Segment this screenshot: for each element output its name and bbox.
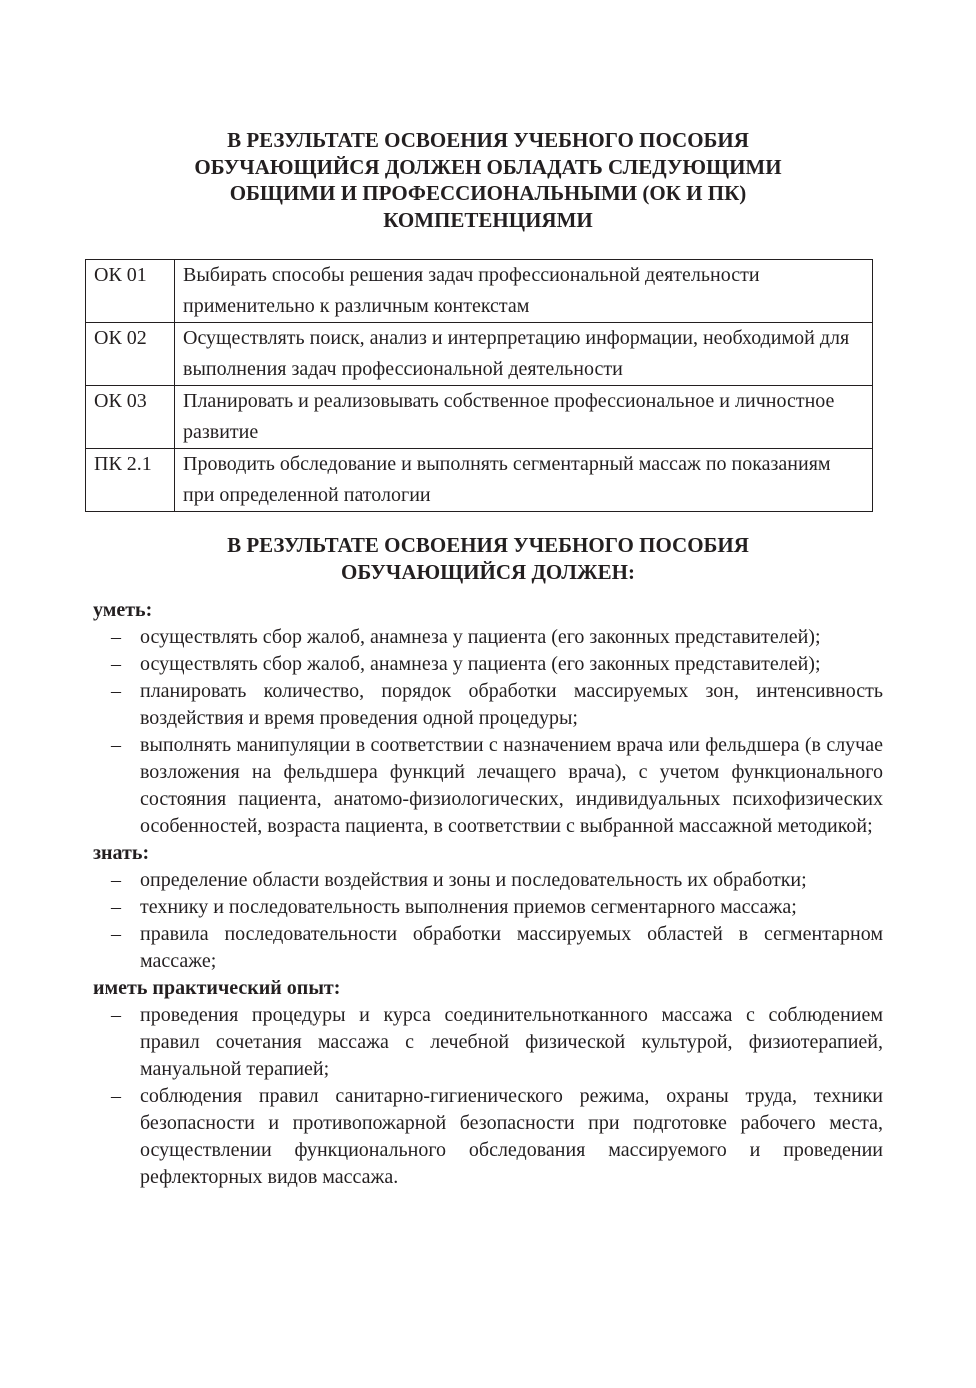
- list-item-text: определение области воздействия и зоны и последовательность их обработки;: [140, 869, 807, 891]
- section-title: знать:: [93, 842, 150, 864]
- competency-text: Планировать и реализовывать собственное профессиональное и личностное развитие: [175, 386, 873, 449]
- section-title: уметь:: [93, 599, 153, 621]
- list-item: [93, 867, 883, 894]
- table-row: [86, 449, 873, 512]
- competency-text: Осуществлять поиск, анализ и интерпретацию информации, необходимой для выполнения задач профессиональной деятельности: [175, 323, 873, 386]
- list-item-text: осуществлять сбор жалоб, анамнеза у пациента (его законных представителей);: [140, 626, 821, 648]
- dash-bullet-icon: –: [111, 653, 121, 675]
- table-row: [86, 260, 873, 323]
- dash-bullet-icon: –: [111, 869, 121, 891]
- competencies-heading: [0, 127, 976, 233]
- dash-bullet-icon: –: [111, 680, 121, 702]
- competencies-table: [85, 259, 873, 512]
- list-item-text: соблюдения правил санитарно-гигиенического режима, охраны труда, техники безопасности и противопожарной безопасности при подготовке рабочего места, осуществлении функционального обследования массируемого и проведении рефлекторных видов массажа.: [140, 1085, 883, 1188]
- competency-text: Выбирать способы решения задач профессиональной деятельности применительно к различным контекстам: [175, 260, 873, 323]
- bullet-list: [93, 1002, 883, 1191]
- competency-code: ОК 02: [86, 323, 175, 386]
- heading-line: ОБЩИМИ И ПРОФЕССИОНАЛЬНЫМИ (ОК И ПК): [229, 181, 747, 205]
- table-row: [86, 323, 873, 386]
- outcomes-heading: [0, 532, 976, 585]
- dash-bullet-icon: –: [111, 626, 121, 648]
- list-item: [93, 678, 883, 732]
- dash-bullet-icon: –: [111, 734, 121, 756]
- list-item: [93, 921, 883, 975]
- outcomes-body: [93, 597, 883, 1191]
- dash-bullet-icon: –: [111, 1085, 121, 1107]
- bullet-list: [93, 867, 883, 975]
- bullet-list: [93, 624, 883, 840]
- list-item: [93, 732, 883, 840]
- dash-bullet-icon: –: [111, 896, 121, 918]
- list-item: [93, 894, 883, 921]
- list-item-text: правила последовательности обработки массируемых областей в сегментарном массаже;: [140, 923, 883, 972]
- competency-code: ОК 01: [86, 260, 175, 323]
- dash-bullet-icon: –: [111, 923, 121, 945]
- section-title: иметь практический опыт:: [93, 977, 341, 999]
- list-item: [93, 651, 883, 678]
- list-item: [93, 1083, 883, 1191]
- heading-line: КОМПЕТЕНЦИЯМИ: [383, 207, 593, 232]
- list-item-text: осуществлять сбор жалоб, анамнеза у пациента (его законных представителей);: [140, 653, 821, 675]
- competency-code: ОК 03: [86, 386, 175, 449]
- table-row: [86, 386, 873, 449]
- dash-bullet-icon: –: [111, 1004, 121, 1026]
- competency-code: ПК 2.1: [86, 449, 175, 512]
- heading-line: В РЕЗУЛЬТАТЕ ОСВОЕНИЯ УЧЕБНОГО ПОСОБИЯ: [227, 128, 749, 152]
- heading-line: В РЕЗУЛЬТАТЕ ОСВОЕНИЯ УЧЕБНОГО ПОСОБИЯ: [227, 533, 749, 557]
- list-item-text: планировать количество, порядок обработки массируемых зон, интенсивность воздействия и время проведения одной процедуры;: [140, 680, 883, 729]
- list-item: [93, 624, 883, 651]
- list-item-text: технику и последовательность выполнения приемов сегментарного массажа;: [140, 896, 797, 918]
- list-item-text: проведения процедуры и курса соединительнотканного массажа с соблюдением правил сочетания массажа с лечебной физической культурой, физиотерапией, мануальной терапией;: [140, 1004, 883, 1080]
- list-item-text: выполнять манипуляции в соответствии с назначением врача или фельдшера (в случае возложения на фельдшера функций лечащего врача), с учетом функционального состояния пациента, анатомо-физиологических, индивидуальных психофизических особенностей, возраста пациента, в соответствии с выбранной массажной методикой;: [140, 734, 883, 837]
- list-item: [93, 1002, 883, 1083]
- heading-line: ОБУЧАЮЩИЙСЯ ДОЛЖЕН:: [341, 559, 635, 584]
- competency-text: Проводить обследование и выполнять сегментарный массаж по показаниям при определенной патологии: [175, 449, 873, 512]
- heading-line: ОБУЧАЮЩИЙСЯ ДОЛЖЕН ОБЛАДАТЬ СЛЕДУЮЩИМИ: [194, 154, 782, 179]
